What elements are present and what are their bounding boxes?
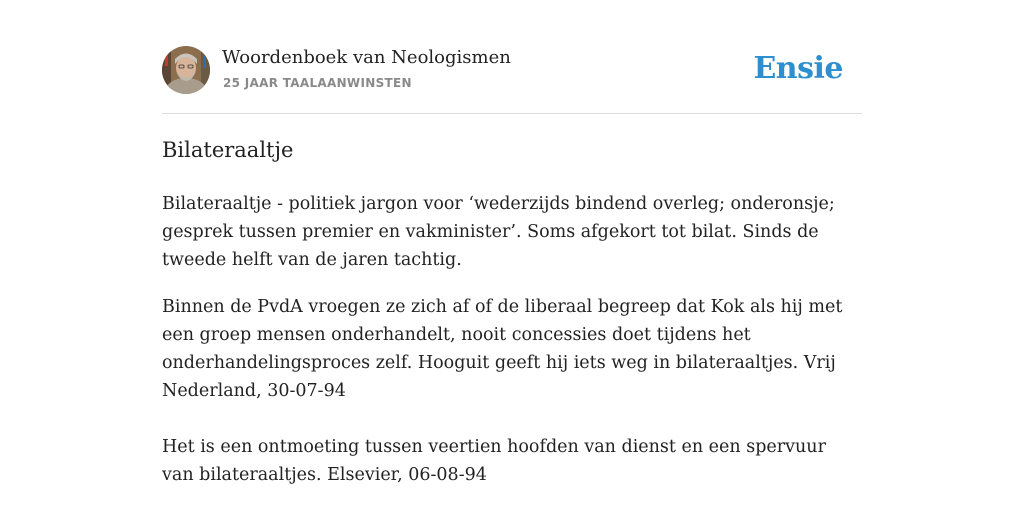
header <box>162 46 862 96</box>
author-subtitle: 25 JAAR TAALAANWINSTEN <box>223 76 412 90</box>
quote-paragraph: Het is een ontmoeting tussen veertien hoofden van dienst en een spervuur van bilateraaltjes. Elsevier, 06-08-94 <box>162 437 826 485</box>
author-avatar[interactable] <box>162 46 210 94</box>
brand-logo[interactable]: Ensie <box>753 51 843 86</box>
author-name[interactable]: Woordenboek van Neologismen <box>222 47 511 68</box>
avatar-image <box>162 46 210 94</box>
definition-paragraph: Bilateraaltje - politiek jargon voor ‘wederzijds bindend overleg; onderonsje; gesprek tussen premier en vakminister’. Soms afgekort tot bilat. Sinds de tweede helft van de jaren tachtig. <box>162 194 835 270</box>
quote-paragraph: Binnen de PvdA vroegen ze zich af of de liberaal begreep dat Kok als hij met een groep mensen onderhandelt, nooit concessies doet tijdens het onderhandelingsproces zelf. Hooguit geeft hij iets weg in bilateraaltjes. Vrij Nederland, 30-07-94 <box>162 297 843 401</box>
header-divider <box>162 113 862 114</box>
article-title: Bilateraaltje <box>162 138 294 162</box>
